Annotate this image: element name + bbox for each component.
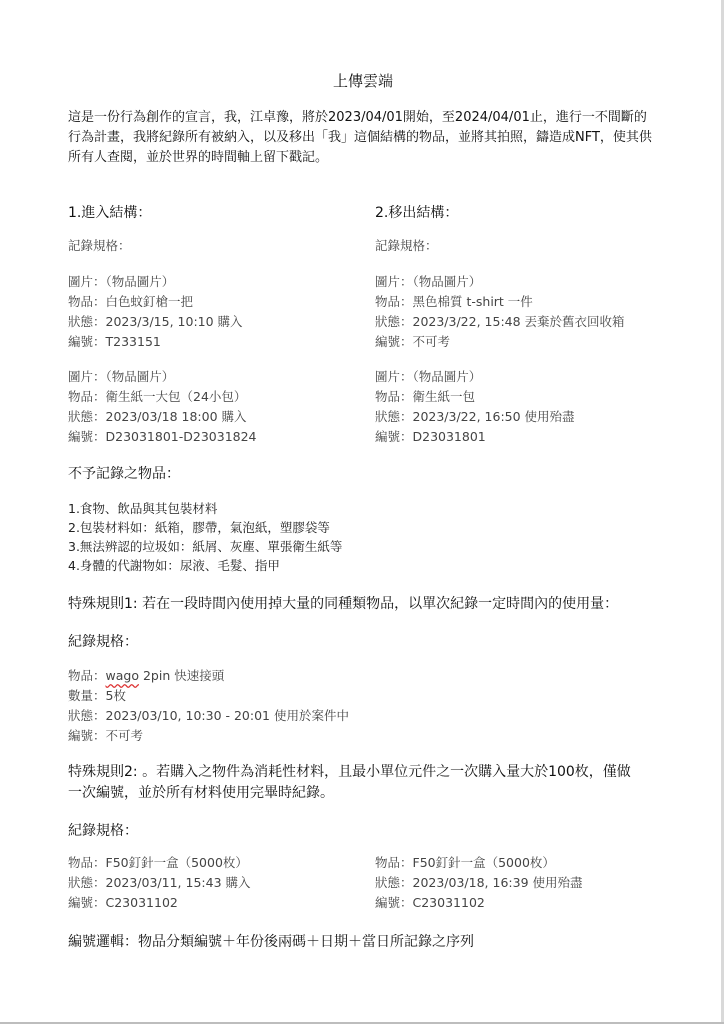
record-item: 物品：黑色棉質 t-shirt 一件 bbox=[375, 294, 533, 309]
record-id: 編號：不可考 bbox=[375, 334, 451, 349]
record-status: 狀態：2023/03/11, 15:43 購入 bbox=[68, 875, 251, 890]
special-rule-1: 特殊規則1: 若在一段時間內使用掉大量的同種類物品，以單次紀錄一定時間內的使用量： bbox=[68, 596, 619, 612]
record-image: 圖片：（物品圖片） bbox=[68, 274, 175, 289]
record-item: 物品：白色蚊釘槍一把 bbox=[68, 294, 194, 309]
list-item: 1.食物、飲品與其包裝材料 bbox=[68, 501, 218, 516]
record-item-prefix: 物品： bbox=[68, 668, 106, 683]
excluded-heading: 不予記錄之物品： bbox=[68, 466, 180, 482]
rule2-record-left bbox=[68, 853, 251, 913]
record-item bbox=[68, 666, 349, 686]
record-out-2 bbox=[375, 367, 575, 447]
record-id: 編號：T233151 bbox=[68, 334, 161, 349]
rule2-line-2: 一次編號，並於所有材料使用完畢時紀錄。 bbox=[68, 785, 334, 801]
record-item: 物品：F50釘針一盒（5000枚） bbox=[68, 855, 248, 870]
record-in-1 bbox=[68, 272, 243, 352]
record-status: 狀態：2023/03/18 18:00 購入 bbox=[68, 409, 247, 424]
record-image: 圖片：（物品圖片） bbox=[375, 274, 482, 289]
record-status: 狀態：2023/03/18, 16:39 使用殆盡 bbox=[375, 875, 583, 890]
rule1-spec-label: 紀錄規格： bbox=[68, 634, 138, 650]
special-rule-2 bbox=[68, 762, 631, 804]
record-item: 物品：衛生紙一包 bbox=[375, 389, 476, 404]
misspelled-word: wago bbox=[105, 668, 139, 683]
intro-paragraph: 這是一份行為創作的宣言，我，江卓豫，將於2023/04/01開始，至2024/04/01止，進行一不間斷的行為計畫，我將紀錄所有被納入，以及移出「我」這個結構的物品，並將其拍照，鑄造成NFT，使其供所有人查閱，並於世界的時間軸上留下戳記。 bbox=[68, 110, 652, 165]
record-status: 狀態：2023/3/15, 10:10 購入 bbox=[68, 314, 243, 329]
section-in-spec-label: 記錄規格： bbox=[68, 238, 131, 253]
section-in-heading: 1.進入結構： bbox=[68, 205, 152, 221]
section-out-heading: 2.移出結構： bbox=[375, 205, 459, 221]
list-item: 4.身體的代謝物如：尿液、毛髮、指甲 bbox=[68, 558, 280, 573]
excluded-list bbox=[68, 499, 342, 575]
record-quantity: 數量：5枚 bbox=[68, 688, 126, 703]
record-id: 編號：不可考 bbox=[68, 728, 144, 743]
record-item: 物品：F50釘針一盒（5000枚） bbox=[375, 855, 555, 870]
rule2-line-1: 特殊規則2: 。若購入之物件為消耗性材料，且最小單位元件之一次購入量大於100枚，僅做 bbox=[68, 764, 631, 780]
record-id: 編號：D23031801 bbox=[375, 429, 486, 444]
list-item: 2.包裝材料如：紙箱，膠帶，氣泡紙，塑膠袋等 bbox=[68, 520, 330, 535]
rule1-record bbox=[68, 666, 349, 746]
record-image: 圖片：（物品圖片） bbox=[375, 369, 482, 384]
record-status: 狀態：2023/3/22, 15:48 丟棄於舊衣回收箱 bbox=[375, 314, 625, 329]
id-logic: 編號邏輯：物品分類編號＋年份後兩碼＋日期＋當日所記錄之序列 bbox=[68, 934, 474, 950]
record-item: 物品：衛生紙一大包（24小包） bbox=[68, 389, 247, 404]
record-id: 編號：C23031102 bbox=[68, 895, 178, 910]
record-id: 編號：C23031102 bbox=[375, 895, 485, 910]
section-out-spec-label: 記錄規格： bbox=[375, 238, 438, 253]
rule2-spec-label: 紀錄規格： bbox=[68, 823, 138, 839]
document-title: 上傳雲端 bbox=[332, 72, 393, 90]
record-out-1 bbox=[375, 272, 625, 352]
list-item: 3.無法辨認的垃圾如：紙屑、灰塵、單張衛生紙等 bbox=[68, 539, 343, 554]
record-item-rest: 2pin 快速接頭 bbox=[138, 668, 225, 683]
rule2-record-right bbox=[375, 853, 583, 913]
record-id: 編號：D23031801-D23031824 bbox=[68, 429, 257, 444]
record-in-2 bbox=[68, 367, 257, 447]
record-status: 狀態：2023/3/22, 16:50 使用殆盡 bbox=[375, 409, 575, 424]
record-image: 圖片：（物品圖片） bbox=[68, 369, 175, 384]
record-status: 狀態：2023/03/10, 10:30 - 20:01 使用於案件中 bbox=[68, 708, 349, 723]
